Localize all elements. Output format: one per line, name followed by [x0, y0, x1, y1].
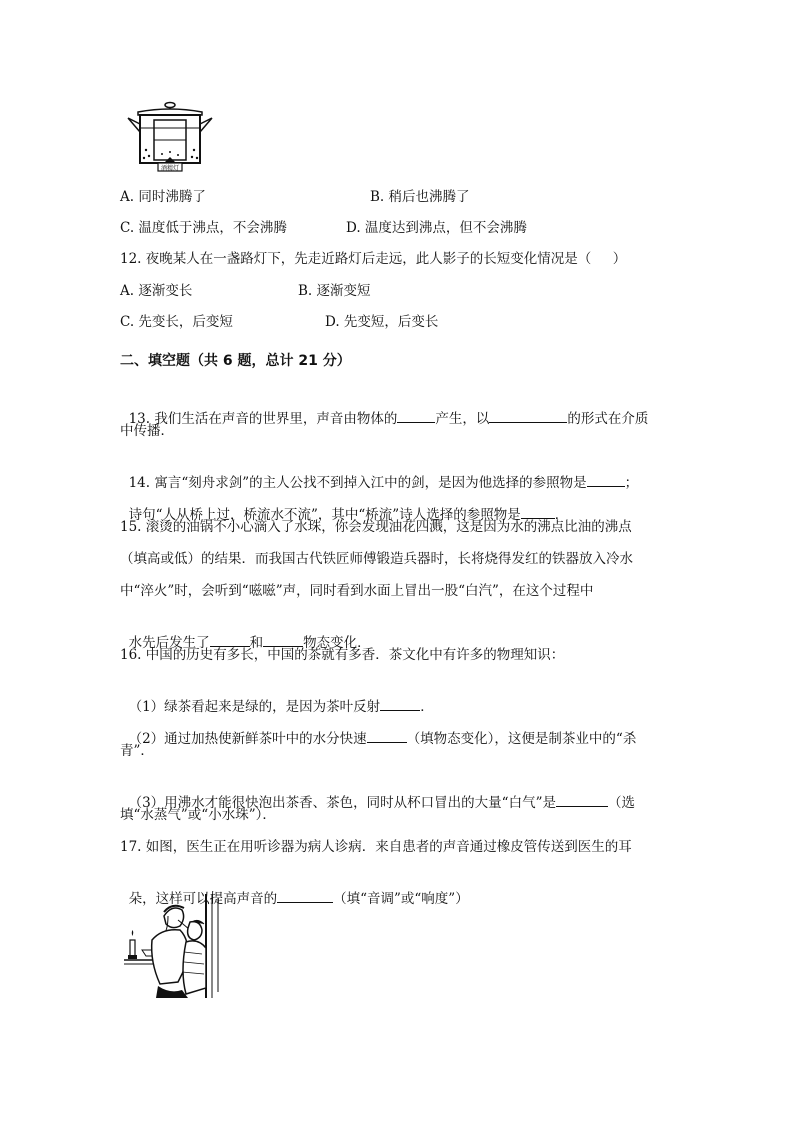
q15-blank-2 — [263, 632, 303, 647]
q12-option-c: C. 先变长，后变短 — [120, 314, 233, 330]
boiling-pot-figure — [122, 100, 218, 174]
q16-part3-cont: 填“水蒸气”或“小水珠”）． — [120, 807, 276, 823]
q12-option-d: D. 先变短，后变长 — [325, 314, 439, 330]
q16-p2-text-b: （填物态变化），这便是制茶业中的“杀 — [406, 731, 637, 747]
q13-blank-2 — [489, 408, 567, 423]
q16-part2-cont: 青”． — [120, 743, 154, 759]
q16-blank-3 — [556, 792, 608, 807]
q13-text-b: 产生，以 — [435, 411, 490, 427]
q13-text-a: 13. 我们生活在声音的世界里，声音由物体的 — [128, 411, 398, 427]
q14-text-d: ． — [554, 507, 569, 523]
q14-blank-1 — [587, 472, 625, 487]
q16-p1-text-b: ． — [420, 699, 434, 715]
q15-line1: 15. 滚烫的油锅不小心滴入了水珠，你会发现油花四溅，这是因为水的沸点比油的沸点 — [120, 519, 632, 535]
q12-stem: 12. 夜晚某人在一盏路灯下，先走近路灯后走远，此人影子的长短变化情况是（ ） — [120, 251, 627, 267]
doctor-stethoscope-figure — [122, 892, 232, 1000]
q11-option-b: B. 稍后也沸腾了 — [370, 189, 470, 205]
q13-blank-1 — [397, 408, 435, 423]
q13-text-c: 的形式在介质 — [567, 411, 649, 427]
q17-text-a: 朵，这样可以提高声音的 — [128, 891, 278, 907]
q15-line2: （填高或低）的结果．而我国古代铁匠师傅锻造兵器时，长将烧得发红的铁器放入冷水 — [120, 551, 633, 567]
burner-label: 酒精灯 — [161, 165, 180, 172]
section-heading: 二、填空题（共 6 题，总计 21 分） — [120, 353, 351, 369]
q16-stem: 16. 中国的历史有多长，中国的茶就有多香．茶文化中有许多的物理知识： — [120, 647, 565, 663]
q16-p1-text-a: （1）绿茶看起来是绿的，是因为茶叶反射 — [128, 699, 381, 715]
q15-text-b: 和 — [249, 635, 264, 651]
q16-p2-text-a: （2）通过加热使新鲜茶叶中的水分快速 — [128, 731, 367, 747]
q16-blank-1 — [380, 696, 420, 711]
q15-line3: 中“淬火”时，会听到“嗞嗞”声，同时看到水面上冒出一股“白汽”，在这个过程中 — [120, 583, 594, 599]
q16-p3-text-b: （选 — [608, 795, 635, 811]
q13-line2: 中传播． — [120, 423, 174, 439]
q14-text-a: 14. 寓言“刻舟求剑”的主人公找不到掉入江中的剑，是因为他选择的参照物是 — [128, 475, 587, 491]
q16-blank-2 — [367, 728, 407, 743]
q15-text-a: 水先后发生了 — [128, 635, 210, 651]
q16-part2 — [120, 710, 636, 748]
q12-option-b: B. 逐渐变短 — [298, 283, 371, 299]
q16-p3-text-a: （3）用沸水才能很快泡出茶香、茶色，同时从杯口冒出的大量“白气”是 — [128, 795, 556, 811]
q11-option-a: A. 同时沸腾了 — [120, 189, 206, 205]
q11-option-d: D. 温度达到沸点，但不会沸腾 — [346, 220, 527, 236]
q11-option-c: C. 温度低于沸点，不会沸腾 — [120, 220, 287, 236]
q15-blank-1 — [210, 632, 250, 647]
q14-blank-2 — [521, 504, 555, 519]
q17-text-b: （填“音调”或“响度”） — [333, 891, 469, 907]
q14-text-b: ； — [624, 475, 639, 491]
q12-option-a: A. 逐渐变长 — [120, 283, 193, 299]
q13-line1 — [120, 390, 648, 428]
q17-blank-1 — [277, 888, 333, 903]
q14-text-c: 诗句“人从桥上过，桥流水不流”，其中“桥流”诗人选择的参照物是 — [128, 507, 521, 523]
q17-line1: 17. 如图，医生正在用听诊器为病人诊病．来自患者的声音通过橡皮管传送到医生的耳 — [120, 839, 632, 855]
q15-text-c: 物态变化． — [303, 635, 371, 651]
